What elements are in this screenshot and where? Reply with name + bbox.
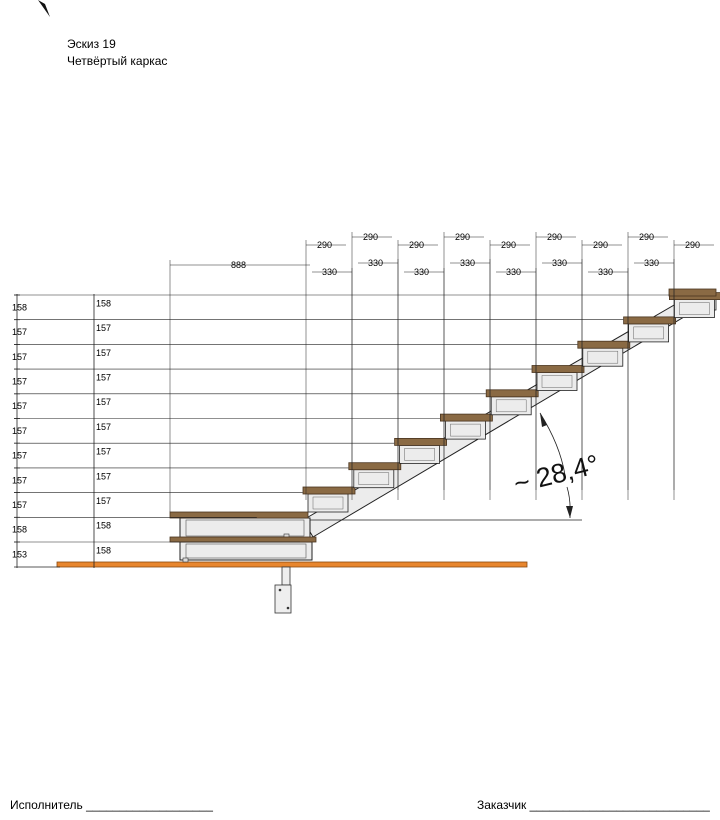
dim-330: 330 (552, 258, 568, 268)
sketch-name: Четвёртый каркас (67, 54, 168, 68)
riser-frame (354, 470, 394, 488)
height-label-outer: 158 (12, 302, 28, 313)
dim-290: 290 (501, 240, 517, 250)
angle-label: ~ 28,4° (510, 449, 602, 500)
dim-330: 330 (460, 258, 476, 268)
height-label-outer: 157 (12, 327, 28, 338)
riser-frame (583, 348, 623, 366)
height-label-outer: 157 (12, 499, 28, 510)
height-label-inner: 158 (96, 298, 112, 309)
tread (440, 414, 492, 421)
platform-frame-lower (180, 542, 312, 560)
sketch-number: Эскиз 19 (67, 37, 116, 51)
height-label-outer: 157 (12, 351, 28, 362)
dim-290: 290 (685, 240, 701, 250)
riser-frame (400, 445, 440, 463)
floor-plate (57, 562, 527, 567)
height-label-inner: 158 (96, 520, 112, 531)
dim-330: 330 (598, 267, 614, 277)
tread (486, 390, 538, 397)
riser-frame (308, 494, 348, 512)
height-label-outer: 153 (12, 549, 28, 560)
tread (395, 438, 447, 445)
height-label-inner: 157 (96, 421, 112, 432)
dim-290: 290 (593, 240, 609, 250)
riser-frame (537, 373, 577, 391)
dim-330: 330 (506, 267, 522, 277)
riser-frame (445, 421, 485, 439)
dim-330: 330 (322, 267, 338, 277)
riser-frame (629, 324, 669, 342)
height-label-inner: 157 (96, 495, 112, 506)
dim-330: 330 (644, 258, 660, 268)
dim-290: 290 (409, 240, 425, 250)
height-label-inner: 157 (96, 347, 112, 358)
tread (303, 487, 355, 494)
dim-330: 330 (414, 267, 430, 277)
support-post (282, 567, 290, 585)
height-label-outer: 157 (12, 376, 28, 387)
height-label-outer: 157 (12, 401, 28, 412)
height-label-outer: 157 (12, 425, 28, 436)
height-label-inner: 157 (96, 372, 112, 383)
customer-signature: Заказчик ___________________________ (477, 798, 710, 812)
height-label-outer: 157 (12, 450, 28, 461)
height-label-inner: 157 (96, 323, 112, 334)
dim-290: 290 (455, 232, 471, 242)
landing-tread (669, 289, 716, 296)
dim-290: 290 (317, 240, 333, 250)
dim-290: 290 (547, 232, 563, 242)
height-label-inner: 157 (96, 397, 112, 408)
dim-290: 290 (363, 232, 379, 242)
tread (532, 366, 584, 373)
riser-frame (674, 300, 714, 318)
dim-330: 330 (368, 258, 384, 268)
tread (349, 463, 401, 470)
tread (624, 317, 676, 324)
height-label-inner: 157 (96, 446, 112, 457)
dim-888: 888 (231, 260, 247, 270)
platform-frame-upper (180, 518, 310, 538)
height-label-outer: 157 (12, 475, 28, 486)
riser-frame (491, 397, 531, 415)
height-label-inner: 157 (96, 471, 112, 482)
tread (578, 341, 630, 348)
executor-signature: Исполнитель ___________________ (10, 798, 213, 812)
dim-290: 290 (639, 232, 655, 242)
height-label-inner: 158 (96, 545, 112, 556)
height-label-outer: 158 (12, 524, 28, 535)
platform-tread-lower (170, 537, 316, 542)
